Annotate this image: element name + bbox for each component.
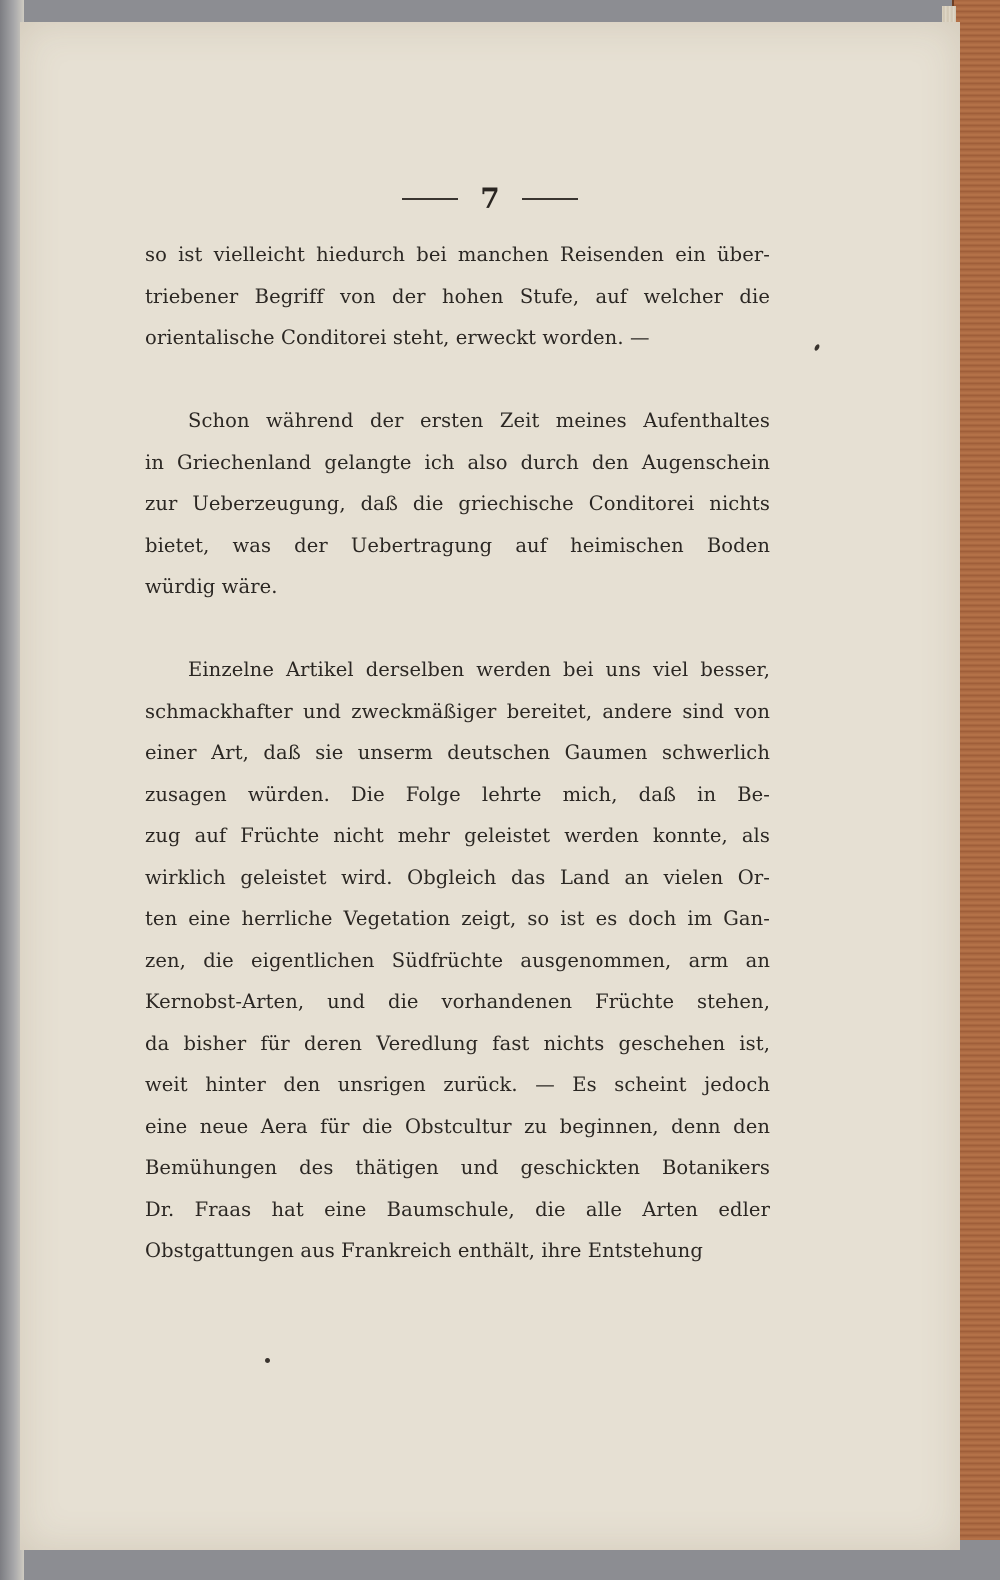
paragraph-gap <box>145 608 770 650</box>
paragraph <box>145 234 770 359</box>
body-text <box>145 234 770 1272</box>
text-line: zur Ueberzeugung, daß die griechische Conditorei nichts <box>145 492 770 515</box>
text-line: würdig wäre. <box>145 575 278 598</box>
text-line: zusagen würden. Die Folge lehrte mich, daß in Be- <box>145 782 770 806</box>
text-line: orientalische Conditorei steht, erweckt worden. — <box>145 326 650 349</box>
text-line: da bisher für deren Veredlung fast nichts geschehen ist, <box>145 1031 770 1055</box>
text-line: wirklich geleistet wird. Obgleich das Land an vielen Or- <box>145 865 770 889</box>
text-line: triebener Begriff von der hohen Stufe, auf welcher die <box>145 284 770 308</box>
text-line: bietet, was der Uebertragung auf heimischen Boden <box>145 533 770 557</box>
page-sheet <box>20 22 960 1550</box>
text-line: zen, die eigentlichen Südfrüchte ausgenommen, arm an <box>145 948 770 972</box>
page-number: 7 <box>480 182 500 215</box>
paragraph <box>145 649 770 1272</box>
text-line: Bemühungen des thätigen und geschickten Botanikers <box>145 1156 770 1179</box>
text-line: eine neue Aera für die Obstcultur zu beginnen, denn den <box>145 1114 770 1138</box>
text-line: Kernobst-Arten, und die vorhandenen Früchte stehen, <box>145 990 770 1013</box>
text-line: Dr. Fraas hat eine Baumschule, die alle Arten edler <box>145 1197 770 1221</box>
paragraph-gap <box>145 359 770 401</box>
text-line: schmackhafter und zweckmäßiger bereitet, andere sind von <box>145 699 770 723</box>
paragraph <box>145 400 770 608</box>
text-line: so ist vielleicht hiedurch bei manchen Reisenden ein über- <box>145 243 770 266</box>
text-line: einer Art, daß sie unserm deutschen Gaumen schwerlich <box>145 741 770 764</box>
text-line: in Griechenland gelangte ich also durch den Augenschein <box>145 450 770 474</box>
text-line: Obstgattungen aus Frankreich enthält, ihre Entstehung <box>145 1239 703 1262</box>
text-line: weit hinter den unsrigen zurück. — Es scheint jedoch <box>145 1073 770 1096</box>
text-line: zug auf Früchte nicht mehr geleistet werden konnte, als <box>145 824 770 847</box>
header-rule-right <box>522 198 578 200</box>
header-rule-left <box>402 198 458 200</box>
ink-speck <box>265 1358 270 1363</box>
text-line: Einzelne Artikel derselben werden bei uns viel besser, <box>188 658 770 681</box>
ink-speck <box>814 343 821 351</box>
text-line: ten eine herrliche Vegetation zeigt, so ist es doch im Gan- <box>145 907 770 930</box>
text-line: Schon während der ersten Zeit meines Aufenthaltes <box>188 409 770 432</box>
page-header <box>20 182 960 215</box>
